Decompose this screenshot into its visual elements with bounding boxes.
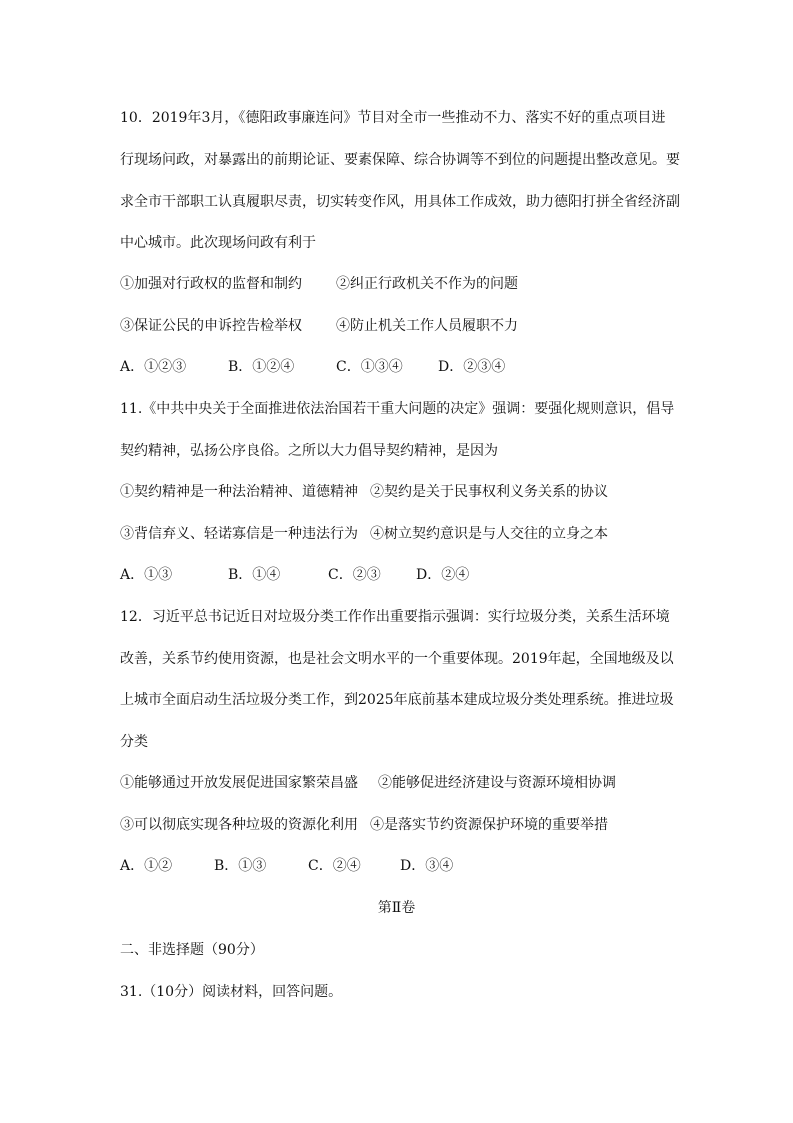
q10-item-2: ②纠正行政机关不作为的问题 [336, 276, 518, 292]
q11-item-2: ②契约是关于民事权利义务关系的协议 [370, 484, 608, 500]
q10-item-4: ④防止机关工作人员履职不力 [336, 318, 518, 334]
q10-choice-a: A．①②③ [120, 359, 187, 375]
q10-item-1: ①加强对行政权的监督和制约 [120, 276, 302, 292]
q11-choice-d: D．②④ [416, 567, 470, 583]
q10-choice-b: B．①②④ [228, 359, 295, 375]
q12-item-2: ②能够促进经济建设与资源环境相协调 [378, 775, 616, 791]
q12-choice-d: D．③④ [400, 858, 454, 874]
q12-choice-c: C．②④ [308, 858, 361, 874]
q11-item-1: ①契约精神是一种法治精神、道德精神 [120, 484, 358, 500]
q31-heading: 31.（10分）阅读材料，回答问题。 [120, 984, 343, 1000]
q12-choice-b: B．①③ [214, 858, 267, 874]
q10-choice-d: D．②③④ [438, 359, 506, 375]
q10-stem-line-4: 中心城市。此次现场问政有利于 [120, 235, 316, 251]
q11-item-3: ③背信弃义、轻诺寡信是一种违法行为 [120, 526, 358, 542]
q11-choice-b: B．①④ [228, 567, 281, 583]
q12-stem-line-1: 12．习近平总书记近日对垃圾分类工作作出重要指示强调：实行垃圾分类，关系生活环境 [120, 609, 670, 625]
q12-item-1: ①能够通过开放发展促进国家繁荣昌盛 [120, 775, 358, 791]
q12-stem-line-2: 改善，关系节约使用资源，也是社会文明水平的一个重要体现。2019年起，全国地级及以 [120, 651, 674, 667]
q11-item-4: ④树立契约意识是与人交往的立身之本 [370, 526, 608, 542]
q11-choice-c: C．②③ [328, 567, 381, 583]
q12-item-3: ③可以彻底实现各种垃圾的资源化利用 [120, 817, 358, 833]
part-heading: 二、非选择题（90分） [120, 942, 264, 958]
q12-stem-line-4: 分类 [120, 734, 148, 750]
q10-item-3: ③保证公民的申诉控告检举权 [120, 318, 302, 334]
q10-stem-line-2: 行现场问政，对暴露出的前期论证、要素保障、综合协调等不到位的问题提出整改意见。要 [120, 152, 680, 168]
q12-choice-a: A．①② [120, 858, 173, 874]
volume-title: 第Ⅱ卷 [377, 900, 416, 916]
q10-stem-line-1: 10．2019年3月，《德阳政事廉连问》节目对全市一些推动不力、落实不好的重点项目进 [120, 110, 666, 126]
q12-stem-line-3: 上城市全面启动生活垃圾分类工作，到2025年底前基本建成垃圾分类处理系统。推进垃圾 [120, 692, 674, 708]
q11-stem-line-1: 11.《中共中央关于全面推进依法治国若干重大问题的决定》强调：要强化规则意识，倡导 [120, 401, 675, 417]
q10-stem-line-3: 求全市干部职工认真履职尽责，切实转变作风，用具体工作成效，助力德阳打拼全省经济副 [120, 194, 680, 210]
q11-stem-line-2: 契约精神，弘扬公序良俗。之所以大力倡导契约精神，是因为 [120, 443, 498, 459]
q12-item-4: ④是落实节约资源保护环境的重要举措 [370, 817, 608, 833]
q11-choice-a: A．①③ [120, 567, 173, 583]
q10-choice-c: C．①③④ [336, 359, 403, 375]
